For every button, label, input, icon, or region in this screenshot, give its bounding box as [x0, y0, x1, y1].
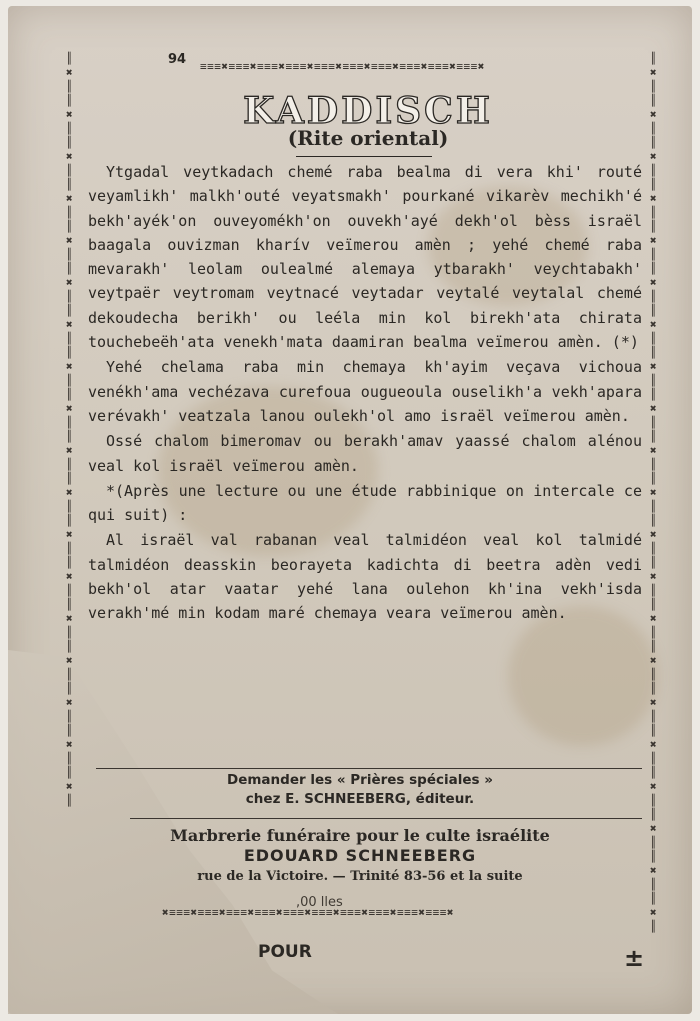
ornament-border-top: ≡≡≡✖≡≡≡✖≡≡≡✖≡≡≡✖≡≡≡✖≡≡≡✖≡≡≡✖≡≡≡✖≡≡≡✖≡≡≡✖ [200, 60, 485, 73]
ornament-border-left: ║✖║║✖║║✖║║✖║║✖║║✖║║✖║║✖║║✖║║✖║║✖║║✖║║✖║║✖║║✖║║✖║║✖║║✖║ [66, 52, 73, 807]
paragraph: Ytgadal veytkadach chemé raba bealma di vera khi' routé veyamlikh' malkh'outé veyatsmakh' pourkané vikarèv mechikh'é bekh'ayék'on ouveyomékh'on ouvekh'ayé dekh'ol bèss israël baagala ouvizman kharív veïmerou amèn ; yehé chemé raba mevarakh' leolam oulealmé alemaya ytbarakh' veychtabakh' veytpaër veytromam veytnacé veytadar veytalé veytalal chemé dekoudecha berikh' ou leéla min kol birekh'ata chirata touchebeëh'ata venekh'mata daamiran bealma veïmerou amèn. (*) [88, 163, 642, 352]
paragraph: Ossé chalom bimeromav ou berakh'amav yaassé chalom alénou veal kol israël veïmerou amèn. [88, 432, 642, 475]
ad-line: EDOUARD SCHNEEBERG [243, 846, 477, 865]
ad-line: Marbrerie funéraire pour le culte israélite [170, 826, 550, 845]
divider [96, 768, 642, 769]
paragraph: Al israël val rabanan veal talmidéon veal kol talmidé talmidéon deasskin beorayeta kadichta di beetra adèn vedi bekh'ol atar vaatar yehé lana oulehon kh'ina vekh'isda verakh'mé min kodam maré chemaya veara veïmerou amèn. [88, 531, 642, 623]
page-subtitle: (Rite oriental) [287, 126, 449, 150]
page-title: KADDISCH [243, 90, 493, 132]
divider [130, 818, 642, 819]
ornament-border-right: ║✖║║✖║║✖║║✖║║✖║║✖║║✖║║✖║║✖║║✖║║✖║║✖║║✖║║✖║║✖║║✖║║✖║║✖║║✖║║✖║║✖║ [650, 52, 657, 933]
page-number: 94 [168, 52, 187, 67]
prayer-text [88, 160, 642, 626]
notice-line: chez E. SCHNEEBERG, éditeur. [245, 791, 475, 807]
ornament-border-bottom: ✖≡≡≡✖≡≡≡✖≡≡≡✖≡≡≡✖≡≡≡✖≡≡≡✖≡≡≡✖≡≡≡✖≡≡≡✖≡≡≡✖ [162, 906, 455, 919]
paragraph: *(Après une lecture ou une étude rabbinique on intercale ce qui suit) : [88, 481, 642, 525]
stain [508, 606, 658, 746]
fragment-text: ,00 lles [296, 895, 343, 910]
notice-line: Demander les « Prières spéciales » [227, 772, 493, 788]
fragment-text: ± [624, 944, 645, 972]
paragraph: Yehé chelama raba min chemaya kh'ayim veçava vichoua venékh'ama vechézava curefoua ougueoula ouselikh'a vekh'apara verévakh' veatzala lanou oulekh'ol amo israël veïmerou amèn. [88, 358, 642, 425]
ad-line: rue de la Victoire. — Trinité 83-56 et la suite [197, 869, 523, 884]
fragment-text: POUR [258, 942, 312, 962]
title-rule [296, 156, 432, 157]
